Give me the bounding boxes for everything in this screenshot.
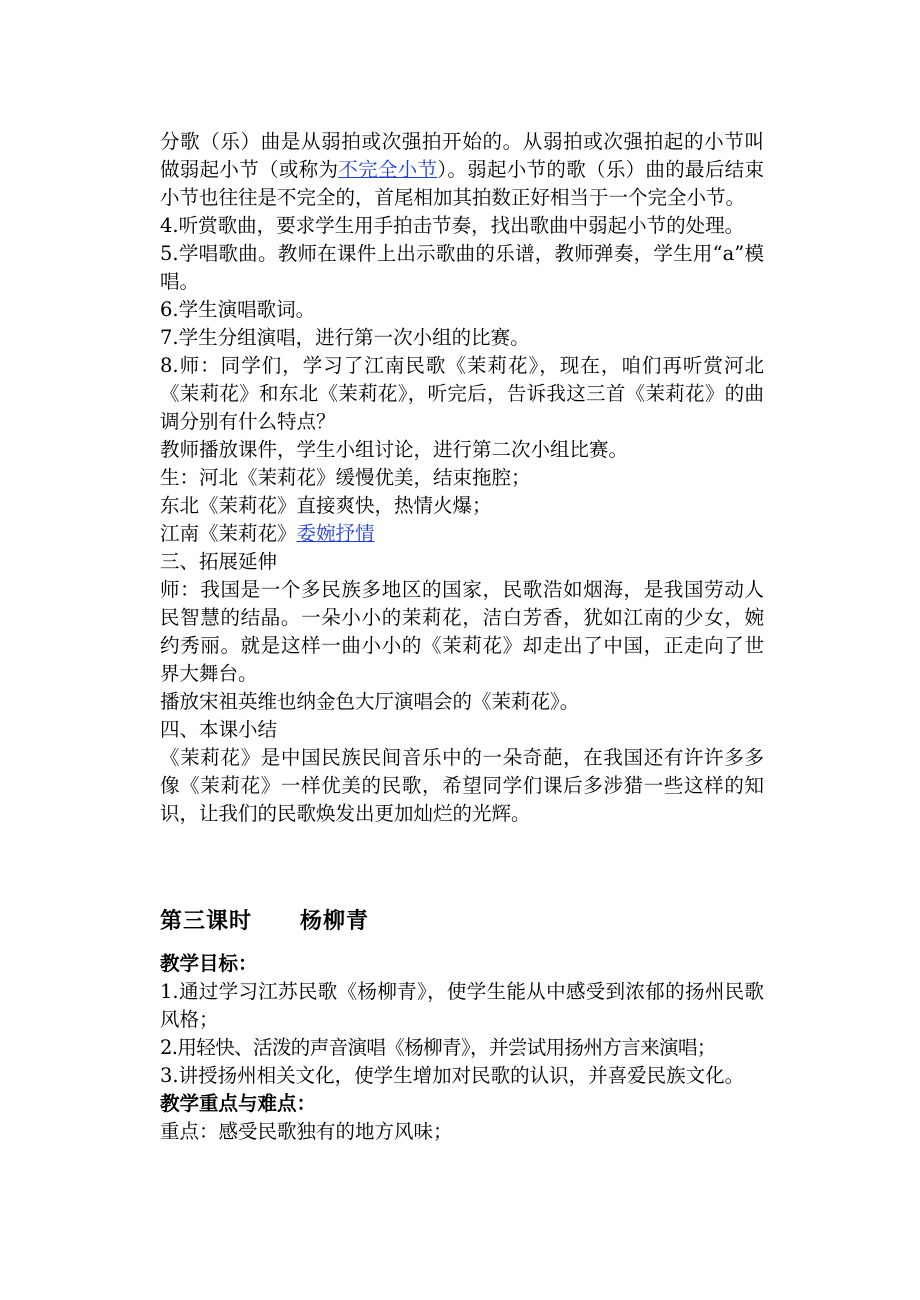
paragraph-summary: 《茉莉花》是中国民族民间音乐中的一朵奇葩，在我国还有许许多多像《茉莉花》一样优美的民歌，希望同学们课后多涉猎一些这样的知识，让我们的民歌焕发出更加灿烂的光辉。 (160, 746, 764, 825)
paragraph-play-video: 播放宋祖英维也纳金色大厅演唱会的《茉莉花》。 (160, 690, 580, 713)
paragraph-student-hebei: 生：河北《茉莉花》缓慢优美，结束拖腔； (160, 466, 531, 489)
paragraph-step-8: 8.师：同学们，学习了江南民歌《茉莉花》，现在，咱们再听赏河北《茉莉花》和东北《茉莉花》，听完后，告诉我这三首《茉莉花》的曲调分别有什么特点？ (160, 354, 764, 433)
goal-item: 3.讲授扬州相关文化，使学生增加对民歌的认识，并喜爱民族文化。 (160, 1064, 745, 1087)
paragraph-step-4: 4.听赏歌曲，要求学生用手拍击节奏，找出歌曲中弱起小节的处理。 (160, 214, 745, 237)
heading-extension: 三、拓展延伸 (160, 550, 278, 573)
paragraph-step-6: 6.学生演唱歌词。 (160, 298, 316, 321)
lesson-song-name: 杨柳青 (300, 908, 370, 934)
key-point-item: 重点：感受民歌独有的地方风味； (160, 1120, 453, 1143)
goal-item: 1.通过学习江苏民歌《杨柳青》，使学生能从中感受到浓郁的扬州民歌风格； (160, 980, 764, 1031)
text-run: ）。弱起小节的歌（乐）曲的最后结束小节也往往是不完全的，首尾相加其拍数正好相当于一个完全小节。 (160, 158, 764, 209)
section-spacer (160, 936, 764, 950)
paragraph-step-5: 5.学唱歌曲。教师在课件上出示歌曲的乐谱，教师弹奏，学生用“a”模唱。 (160, 242, 764, 293)
document-body (160, 128, 764, 1146)
paragraph-teacher-plays: 教师播放课件，学生小组讨论，进行第二次小组比赛。 (160, 438, 629, 461)
paragraph-dongbei: 东北《茉莉花》直接爽快，热情火爆； (160, 494, 492, 517)
text-run: 江南《茉莉花》 (160, 522, 297, 545)
heading-key-points: 教学重点与难点： (160, 1092, 317, 1115)
heading-goals: 教学目标： (160, 952, 258, 975)
text-run: 分歌（乐）曲是从弱拍或次强拍开始的。从弱拍或次强拍起的小节叫做弱起小节（或称为 (160, 130, 764, 181)
lesson-title (160, 906, 764, 936)
paragraph-upbeat-explanation (160, 128, 764, 212)
goal-item: 2.用轻快、活泼的声音演唱《杨柳青》，并尝试用扬州方言来演唱； (160, 1036, 716, 1059)
link-incomplete-measure[interactable]: 不完全小节 (338, 158, 438, 181)
heading-summary: 四、本课小结 (160, 718, 278, 741)
paragraph-step-7: 7.学生分组演唱，进行第一次小组的比赛。 (160, 326, 530, 349)
section-spacer (160, 878, 764, 906)
lesson-number: 第三课时 (160, 908, 253, 934)
section-spacer (160, 828, 764, 878)
paragraph-jiangnan (160, 520, 764, 548)
paragraph-teacher-folk-songs: 师：我国是一个多民族多地区的国家，民歌浩如烟海，是我国劳动人民智慧的结晶。一朵小小的茉莉花，洁白芳香，犹如江南的少女，婉约秀丽。就是这样一曲小小的《茉莉花》却走出了中国，正走向了世界大舞台。 (160, 578, 764, 685)
link-graceful-lyrical[interactable]: 委婉抒情 (296, 522, 375, 545)
